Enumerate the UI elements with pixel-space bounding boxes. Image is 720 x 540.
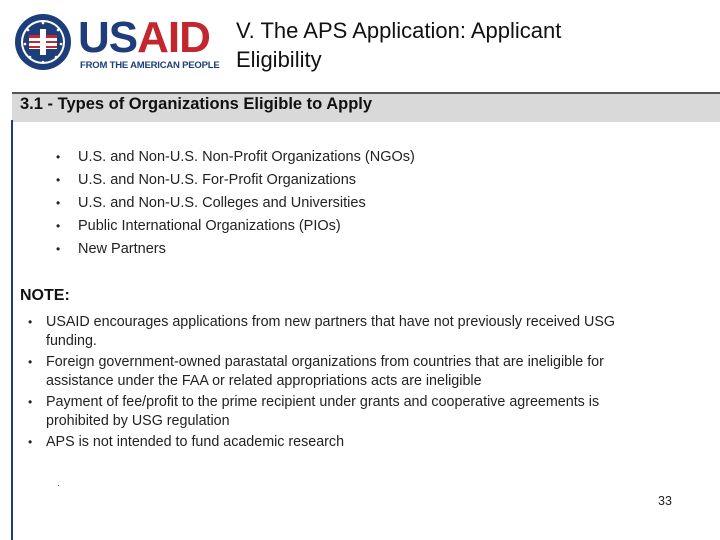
note-item: [28, 313, 658, 351]
note-item: [28, 433, 658, 452]
stray-mark: .: [57, 478, 60, 489]
note-label: NOTE:: [20, 287, 70, 304]
bullet-icon: •: [28, 355, 33, 369]
bullet-icon: •: [56, 219, 61, 233]
note-item-text: Payment of fee/profit to the prime recipient under grants and cooperative agreements is prohibited by USG regulation: [46, 394, 600, 429]
left-accent-rule: [11, 120, 13, 540]
bullet-icon: •: [56, 150, 61, 164]
page-number: 33: [658, 494, 672, 508]
list-item-text: New Partners: [78, 241, 166, 257]
bullet-icon: •: [28, 315, 33, 329]
list-item: [56, 215, 415, 238]
slide-title: [236, 16, 706, 74]
slide-title-line-2: Eligibility: [236, 47, 322, 72]
logo-wordmark: [78, 13, 210, 62]
note-item: [28, 393, 658, 431]
list-item: [56, 192, 415, 215]
logo-tagline: FROM THE AMERICAN PEOPLE: [80, 60, 220, 71]
usaid-seal-icon: [14, 13, 72, 71]
list-item-text: U.S. and Non-U.S. Colleges and Universities: [78, 195, 366, 211]
logo-wordmark-aid: AID: [137, 13, 210, 62]
list-item-text: U.S. and Non-U.S. For-Profit Organizations: [78, 172, 357, 188]
bullet-icon: •: [28, 395, 33, 409]
eligible-organizations-list: [56, 146, 415, 261]
logo-wordmark-us: US: [78, 13, 138, 62]
list-item: [56, 238, 415, 261]
bullet-icon: •: [56, 173, 61, 187]
note-item-text: Foreign government-owned parastatal organizations from countries that are ineligible for assistance under the FAA or related appropriations acts are ineligible: [46, 354, 604, 389]
slide-title-line-1: V. The APS Application: Applicant: [236, 18, 562, 43]
list-item-text: U.S. and Non-U.S. Non-Profit Organizations (NGOs): [78, 149, 415, 165]
usaid-logo: [12, 10, 220, 76]
bullet-icon: •: [28, 435, 33, 449]
note-item: [28, 353, 658, 391]
note-list: [28, 313, 658, 454]
section-heading: 3.1 - Types of Organizations Eligible to Apply: [20, 95, 373, 113]
list-item-text: Public International Organizations (PIOs): [78, 218, 341, 234]
bullet-icon: •: [56, 242, 61, 256]
list-item: [56, 169, 415, 192]
note-item-text: APS is not intended to fund academic research: [46, 434, 345, 450]
note-item-text: USAID encourages applications from new partners that have not previously received USG funding.: [46, 314, 615, 349]
bullet-icon: •: [56, 196, 61, 210]
list-item: [56, 146, 415, 169]
